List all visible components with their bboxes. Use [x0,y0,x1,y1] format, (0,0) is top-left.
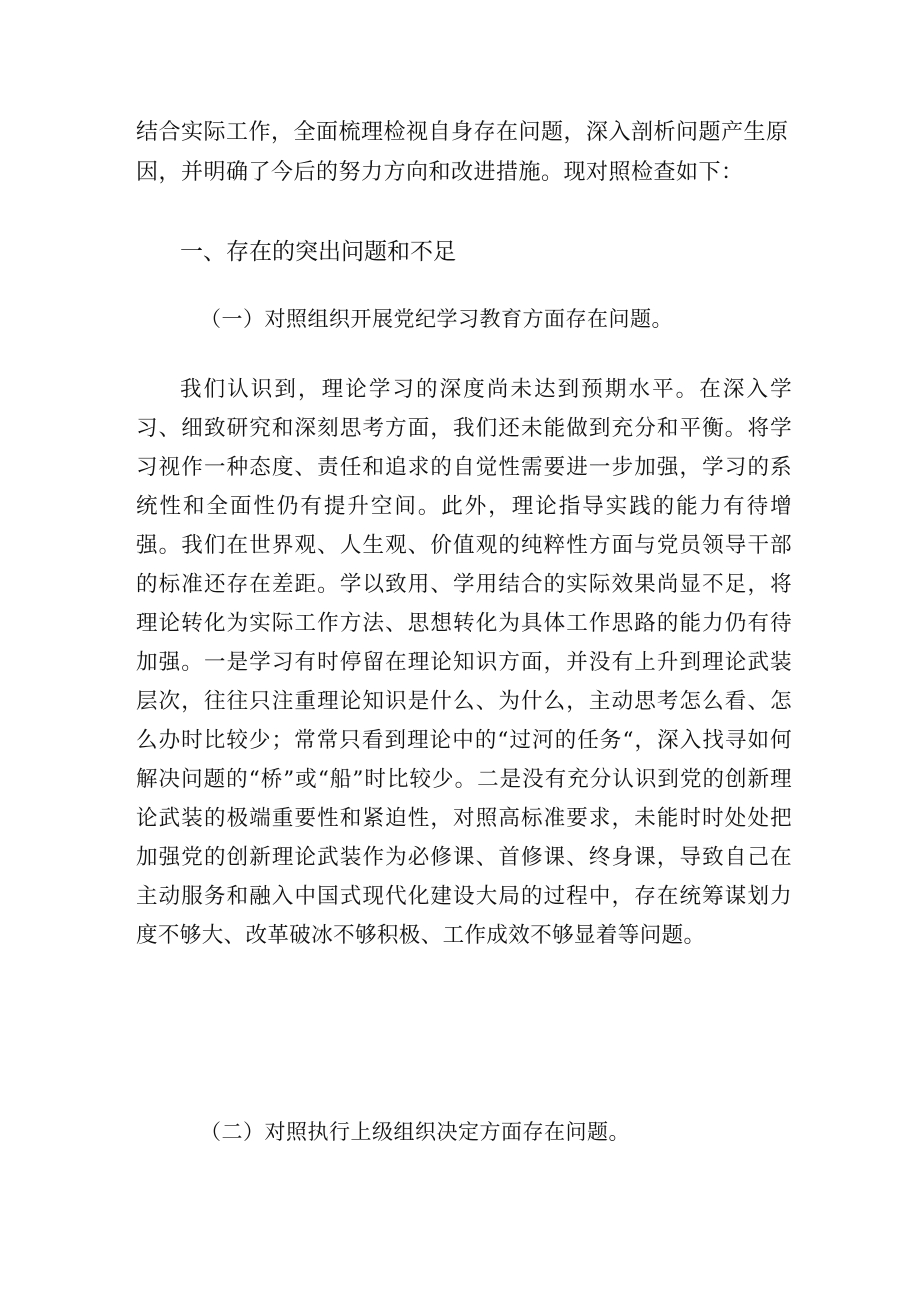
intro-paragraph: 结合实际工作，全面梳理检视自身存在问题，深入剖析问题产生原因，并明确了今后的努力方向和改进措施。现对照检查如下： [136,120,789,185]
section-1-title: 一、存在的突出问题和不足 [180,239,456,265]
subsection-1-title: （一）对照组织开展党纪学习教育方面存在问题。 [200,307,673,331]
subsection-1-body: 我们认识到，理论学习的深度尚未达到预期水平。在深入学习、细致研究和深刻思考方面，我们还未能做到充分和平衡。将学习视作一种态度、责任和追求的自觉性需要进一步加强，学习的系统性和全面性仍有提升空间。此外，理论指导实践的能力有待增强。我们在世界观、人生观、价值观的纯粹性方面与党员领导干部的标准还存在差距。学以致用、学用结合的实际效果尚显不足，将理论转化为实际工作方法、思想转化为具体工作思路的能力仍有待加强。一是学习有时停留在理论知识方面，并没有上升到理论武装层次，往往只注重理论知识是什么、为什么，主动思考怎么看、怎么办时比较少；常常只看到理论中的“过河的任务“，深入找寻如何解决问题的“桥”或“船”时比较少。二是没有充分认识到党的创新理论武装的极端重要性和紧迫性，对照高标准要求，未能时时处处把加强党的创新理论武装作为必修课、首修课、终身课，导致自己在主动服务和融入中国式现代化建设大局的过程中，存在统筹谋划力度不够大、改革破冰不够积极、工作成效不够显着等问题。 [136,377,792,948]
subsection-2-title: （二）对照执行上级组织决定方面存在问题。 [200,1120,630,1144]
